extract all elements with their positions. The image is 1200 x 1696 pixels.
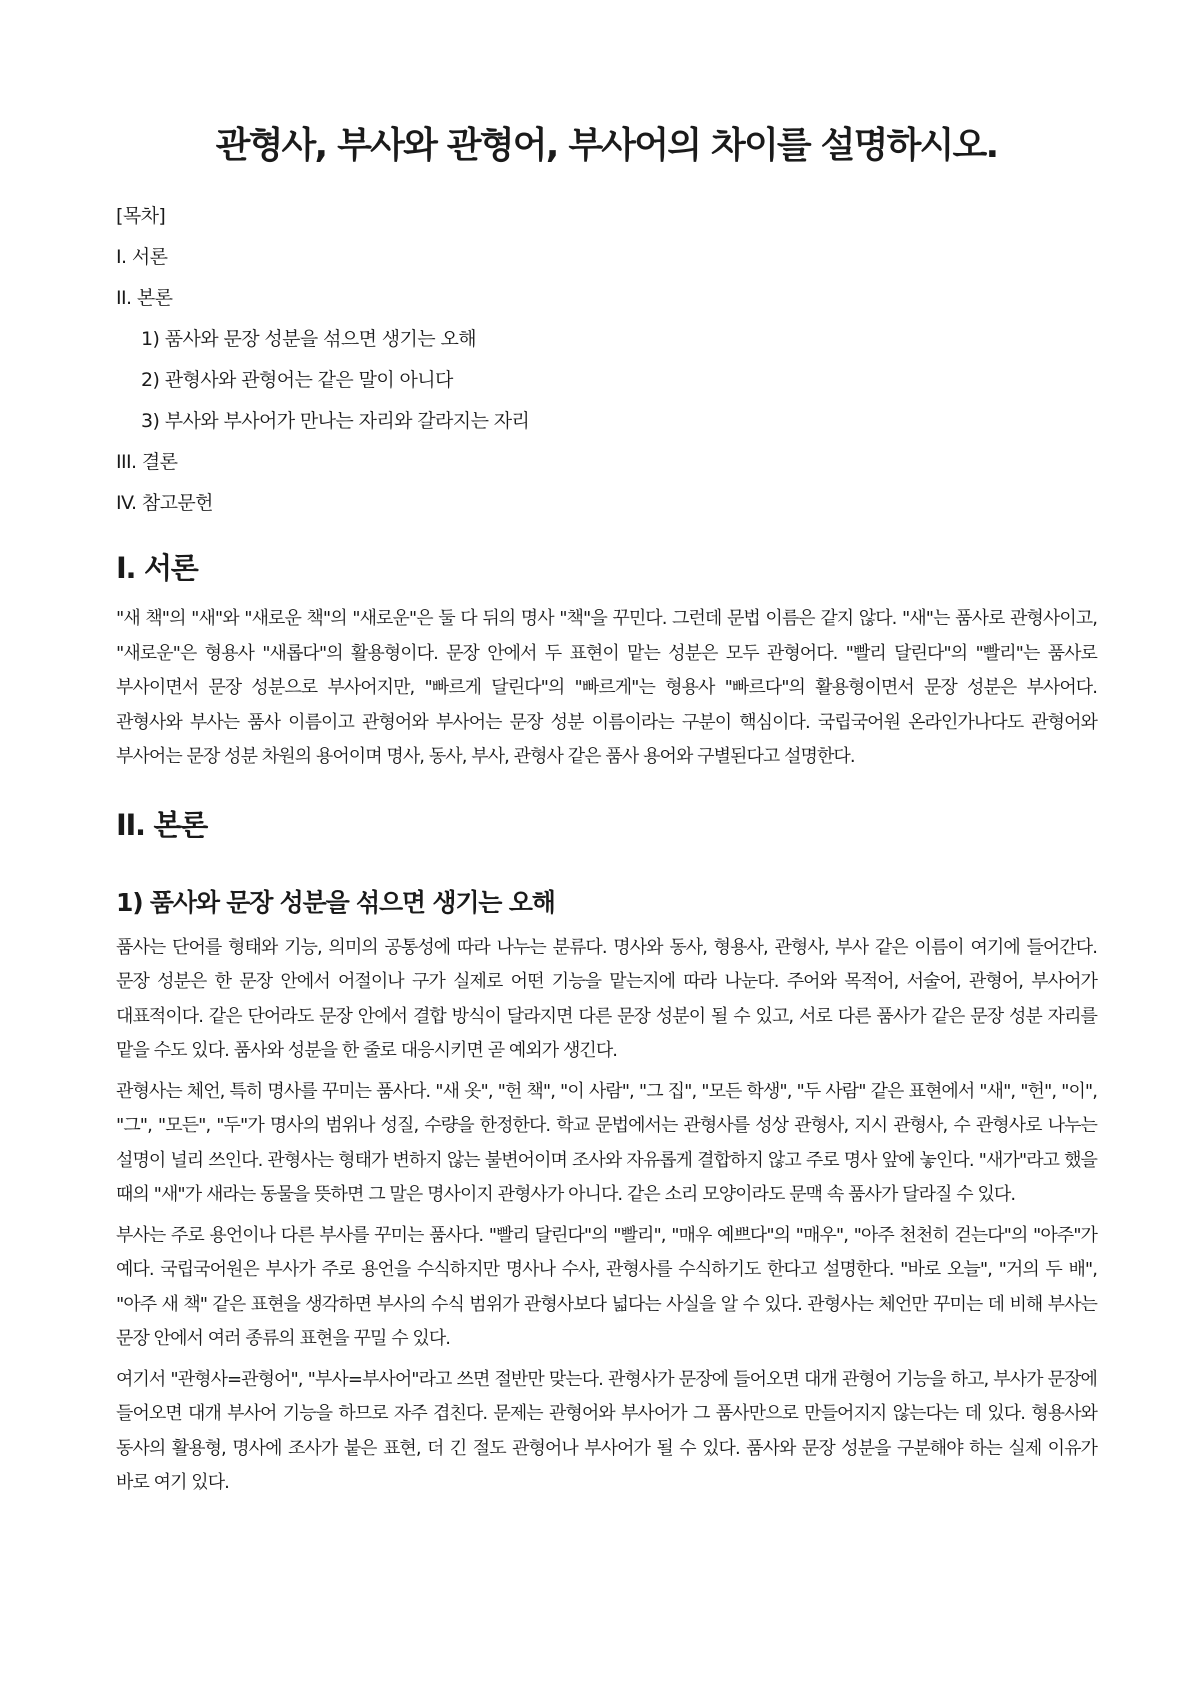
body-section [116, 805, 1097, 1501]
intro-section [116, 548, 1097, 775]
toc-subitem: 3) 부사와 부사어가 만나는 자리와 갈라지는 자리 [141, 410, 530, 432]
toc-item: IV. 참고문헌 [116, 492, 213, 514]
toc-item: III. 결론 [116, 451, 178, 473]
subsection-heading-1: 1) 품사와 문장 성분을 섞으면 생기는 오해 [116, 887, 555, 917]
body-paragraph: 여기서 "관형사=관형어", "부사=부사어"라고 쓰면 절반만 맞는다. 관형사가 문장에 들어오면 대개 관형어 기능을 하고, 부사가 문장에 들어오면 대개 부사어 기능을 하므로 자주 겹친다. 문제는 관형어와 부사어가 그 품사만으로 만들어지지 않는다는 데 있다. 형용사와 동사의 활용형, 명사에 조사가 붙은 표현, 더 긴 절도 관형어나 부사어가 될 수 있다. 품사와 문장 성분을 구분해야 하는 실제 이유가 바로 여기 있다. [116, 1368, 1097, 1493]
toc-subitem: 1) 품사와 문장 성분을 섞으면 생기는 오해 [141, 328, 477, 350]
body-paragraph: 부사는 주로 용언이나 다른 부사를 꾸미는 품사다. "빨리 달린다"의 "빨리", "매우 예쁘다"의 "매우", "아주 천천히 걷는다"의 "아주"가 예다. 국립국어원은 부사가 주로 용언을 수식하지만 명사나 수사, 관형사를 수식하기도 한다고 설명한다. "바로 오늘", "거의 두 배", "아주 새 책" 같은 표현을 생각하면 부사의 수식 범위가 관형사보다 넓다는 사실을 알 수 있다. 관형사는 체언만 꾸미는 데 비해 부사는 문장 안에서 여러 종류의 표현을 꾸밀 수 있다. [116, 1224, 1097, 1349]
section-heading-intro: I. 서론 [116, 551, 198, 585]
toc-item: I. 서론 [116, 246, 168, 268]
body-paragraph: 관형사는 체언, 특히 명사를 꾸미는 품사다. "새 옷", "헌 책", "이 사람", "그 집", "모든 학생", "두 사람" 같은 표현에서 "새", "헌", "이", "그", "모든", "두"가 명사의 범위나 성질, 수량을 한정한다. 학교 문법에서는 관형사를 성상 관형사, 지시 관형사, 수 관형사로 나누는 설명이 널리 쓰인다. 관형사는 형태가 변하지 않는 불변어이며 조사와 자유롭게 결합하지 않고 주로 명사 앞에 놓인다. "새가"라고 했을 때의 "새"가 새라는 동물을 뜻하면 그 말은 명사이지 관형사가 아니다. 같은 소리 모양이라도 문맥 속 품사가 달라질 수 있다. [116, 1080, 1097, 1205]
section-heading-body: II. 본론 [116, 807, 207, 842]
document-title: 관형사, 부사와 관형어, 부사어의 차이를 설명하시오. [215, 125, 998, 166]
body-paragraph: 품사는 단어를 형태와 기능, 의미의 공통성에 따라 나누는 분류다. 명사와 동사, 형용사, 관형사, 부사 같은 이름이 여기에 들어간다. 문장 성분은 한 문장 안에서 어절이나 구가 실제로 어떤 기능을 맡는지에 따라 나눈다. 주어와 목적어, 서술어, 관형어, 부사어가 대표적이다. 같은 단어라도 문장 안에서 결합 방식이 달라지면 다른 문장 성분이 될 수 있고, 서로 다른 품사가 같은 문장 성분 자리를 맡을 수도 있다. 품사와 성분을 한 줄로 대응시키면 곧 예외가 생긴다. [116, 936, 1097, 1061]
intro-paragraph: "새 책"의 "새"와 "새로운 책"의 "새로운"은 둘 다 뒤의 명사 "책"을 꾸민다. 그런데 문법 이름은 같지 않다. "새"는 품사로 관형사이고, "새로운"은 형용사 "새롭다"의 활용형이다. 문장 안에서 두 표현이 맡는 성분은 모두 관형어다. "빨리 달린다"의 "빨리"는 품사로 부사이면서 문장 성분으로 부사어지만, "빠르게 달린다"의 "빠르게"는 형용사 "빠르다"의 활용형이면서 문장 성분은 부사어다. 관형사와 부사는 품사 이름이고 관형어와 부사어는 문장 성분 이름이라는 구분이 핵심이다. 국립국어원 온라인가나다도 관형어와 부사어는 문장 성분 차원의 용어이며 명사, 동사, 부사, 관형사 같은 품사 용어와 구별된다고 설명한다. [116, 608, 1097, 767]
toc-subitem: 2) 관형사와 관형어는 같은 말이 아니다 [141, 369, 453, 391]
toc-item: II. 본론 [116, 287, 173, 309]
toc-heading: [목차] [116, 205, 166, 227]
table-of-contents [116, 196, 1097, 524]
